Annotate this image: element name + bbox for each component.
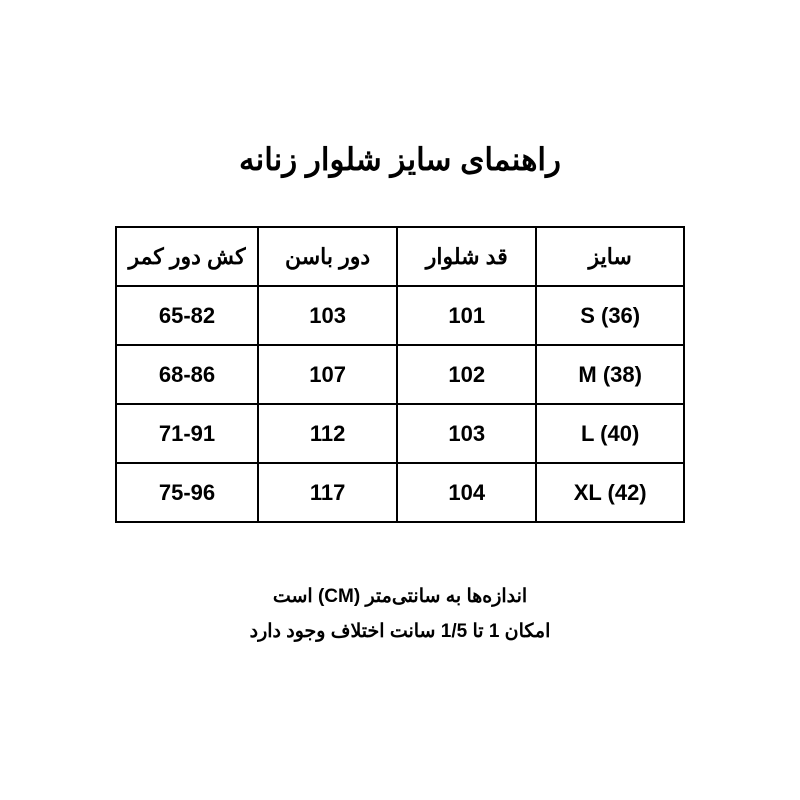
- cell-size: M (38): [536, 345, 684, 404]
- size-table-container: [115, 226, 685, 523]
- table-header: [116, 227, 684, 286]
- table-row: [116, 286, 684, 345]
- column-header-length: قد شلوار: [397, 227, 536, 286]
- cell-length: 103: [397, 404, 536, 463]
- column-header-hip: دور باسن: [258, 227, 397, 286]
- cell-hip: 107: [258, 345, 397, 404]
- cell-waist: 65-82: [116, 286, 258, 345]
- table-row: [116, 463, 684, 522]
- table-header-row: [116, 227, 684, 286]
- cell-waist: 71-91: [116, 404, 258, 463]
- cell-hip: 103: [258, 286, 397, 345]
- table-body: [116, 286, 684, 522]
- cell-waist: 75-96: [116, 463, 258, 522]
- cell-hip: 117: [258, 463, 397, 522]
- size-table: [115, 226, 685, 523]
- cell-size: L (40): [536, 404, 684, 463]
- note-unit: اندازه‌ها به سانتی‌متر (CM) است: [272, 586, 528, 608]
- table-row: [116, 404, 684, 463]
- note-tolerance: امکان 1 تا 1/5 سانت اختلاف وجود دارد: [249, 621, 551, 643]
- cell-length: 101: [397, 286, 536, 345]
- column-header-size: سایز: [536, 227, 684, 286]
- cell-waist: 68-86: [116, 345, 258, 404]
- cell-length: 104: [397, 463, 536, 522]
- cell-length: 102: [397, 345, 536, 404]
- column-header-waist: کش دور کمر: [116, 227, 258, 286]
- cell-size: XL (42): [536, 463, 684, 522]
- cell-hip: 112: [258, 404, 397, 463]
- page-title: راهنمای سایز شلوار زنانه: [238, 142, 562, 177]
- table-row: [116, 345, 684, 404]
- notes-section: [250, 579, 551, 649]
- cell-size: S (36): [536, 286, 684, 345]
